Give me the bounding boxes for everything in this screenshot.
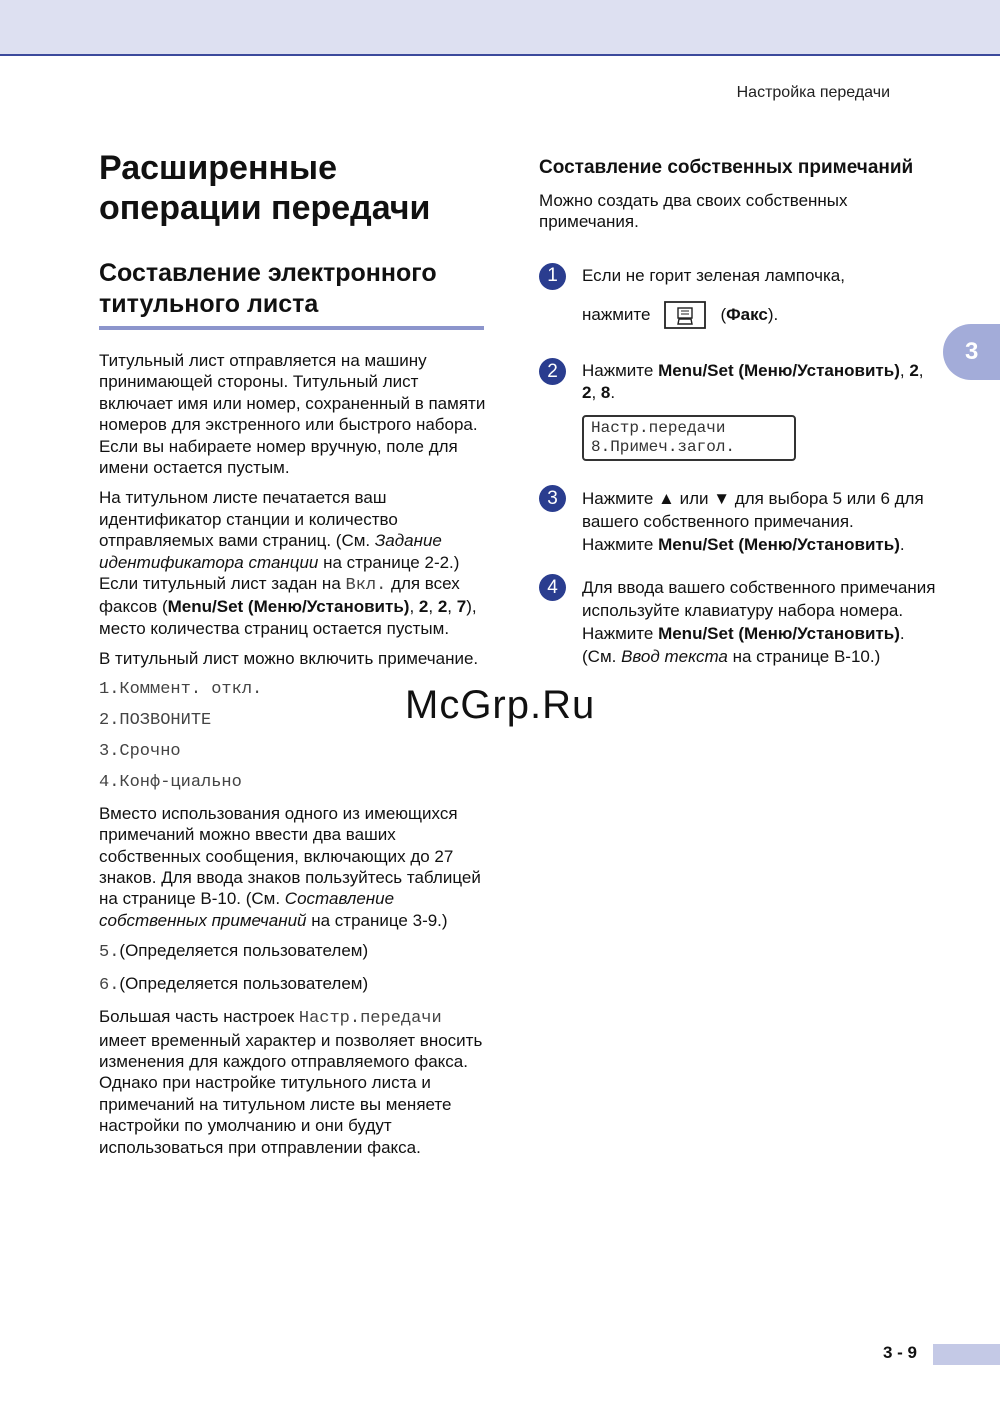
paragraph-include-note: В титульный лист можно включить примечание. <box>99 649 479 669</box>
menu-option: 2.ПОЗВОНИТЕ <box>99 710 212 730</box>
paragraph-intro: Титульный лист отправляется на машину принимающей стороны. Титульный лист включает имя или номер, сохраненный в памяти номеров для экстренного или быстрого набора. Если вы набираете номер вручную, поле для имени остается пустым. <box>99 351 486 478</box>
paragraph-station-id: На титульном листе печатается ваш идентификатор станции и количество отправляемых вами страниц. (См. Задание идентификатора станции на странице 2-2.) Если титульный лист задан на Вкл. для всех факсов (Menu/Set (Меню/Установить), 2, 2, 7), место количества страниц остается пустым. <box>99 488 477 638</box>
lcd-line: Настр.передачи <box>591 419 726 438</box>
step-number-badge: 1 <box>539 263 566 290</box>
lcd-line: 8.Примеч.загол. <box>591 438 736 457</box>
section-heading: Составление электронного титульного листа <box>99 258 484 330</box>
cross-ref-link[interactable]: Составление собственных примечаний <box>99 889 395 930</box>
fax-key-icon <box>662 300 708 330</box>
key-menu-set: Menu/Set (Меню/Установить) <box>658 361 900 381</box>
step-4: 4 Для ввода вашего собственного примечания используйте клавиатуру набора номера. Нажмите Menu/Set (Меню/Установить). (См. Ввод текста на странице B-10.) <box>539 576 939 668</box>
page-number-bar <box>933 1344 1000 1365</box>
top-band <box>0 0 1000 56</box>
key-menu-set: Menu/Set (Меню/Установить) <box>658 535 900 555</box>
subsection-intro: Можно создать два своих собственных примечания. <box>539 191 848 232</box>
chapter-title: Расширенные операции передачи <box>99 149 431 227</box>
chapter-tab: 3 <box>943 324 1000 380</box>
key-menu-set: Menu/Set (Меню/Установить) <box>167 597 410 617</box>
left-column <box>99 148 489 1158</box>
right-column <box>539 155 939 668</box>
subsection-heading: Составление собственных примечаний <box>539 157 914 178</box>
lcd-display <box>582 415 796 461</box>
step-3: 3 Нажмите ▲ или ▼ для выбора 5 или 6 для вашего собственного примечания. Нажмите Menu/Set (Меню/Установить). <box>539 487 939 556</box>
step-number-badge: 2 <box>539 358 566 385</box>
paragraph-custom-notes: Вместо использования одного из имеющихся примечаний можно ввести два ваших собственных сообщения, включающих до 27 знаков. Для ввода знаков пользуйтесь таблицей на странице B-10. (См. Составление собственных примечаний на странице 3-9.) <box>99 803 481 930</box>
cross-ref-link[interactable]: Задание идентификатора станции <box>99 531 442 572</box>
user-defined-item: 6.(Определяется пользователем) <box>99 974 369 996</box>
step-number-badge: 4 <box>539 574 566 601</box>
step-1: 1 Если не горит зеленая лампочка, нажмите ( Факс ). <box>539 265 939 330</box>
user-defined-item: 5.(Определяется пользователем) <box>99 941 369 963</box>
running-header: Настройка передачи <box>736 84 890 101</box>
watermark-text: McGrp.Ru <box>405 683 596 727</box>
step-number-badge: 3 <box>539 485 566 512</box>
cross-ref-link[interactable]: Ввод текста <box>621 647 728 667</box>
menu-option: 4.Конф-циально <box>99 772 242 792</box>
fax-key-label: Факс <box>726 305 768 325</box>
paragraph-settings-note: Большая часть настроек Настр.передачи имеет временный характер и позволяет вносить изменения для каждого отправляемого факса. Однако при настройке титульного листа и примечаний на титульном листе вы меняете настройки по умолчанию и они будут использоваться при отправлении факса. <box>99 1007 483 1157</box>
step-2: 2 Нажмите Menu/Set (Меню/Установить), 2, 2, 8. Настр.передачи 8.Примеч.загол. <box>539 360 939 461</box>
menu-option: 1.Коммент. откл. <box>99 679 263 699</box>
key-menu-set: Menu/Set (Меню/Установить) <box>658 624 900 644</box>
page-number: 3 - 9 <box>883 1343 918 1362</box>
menu-option: 3.Срочно <box>99 741 181 761</box>
